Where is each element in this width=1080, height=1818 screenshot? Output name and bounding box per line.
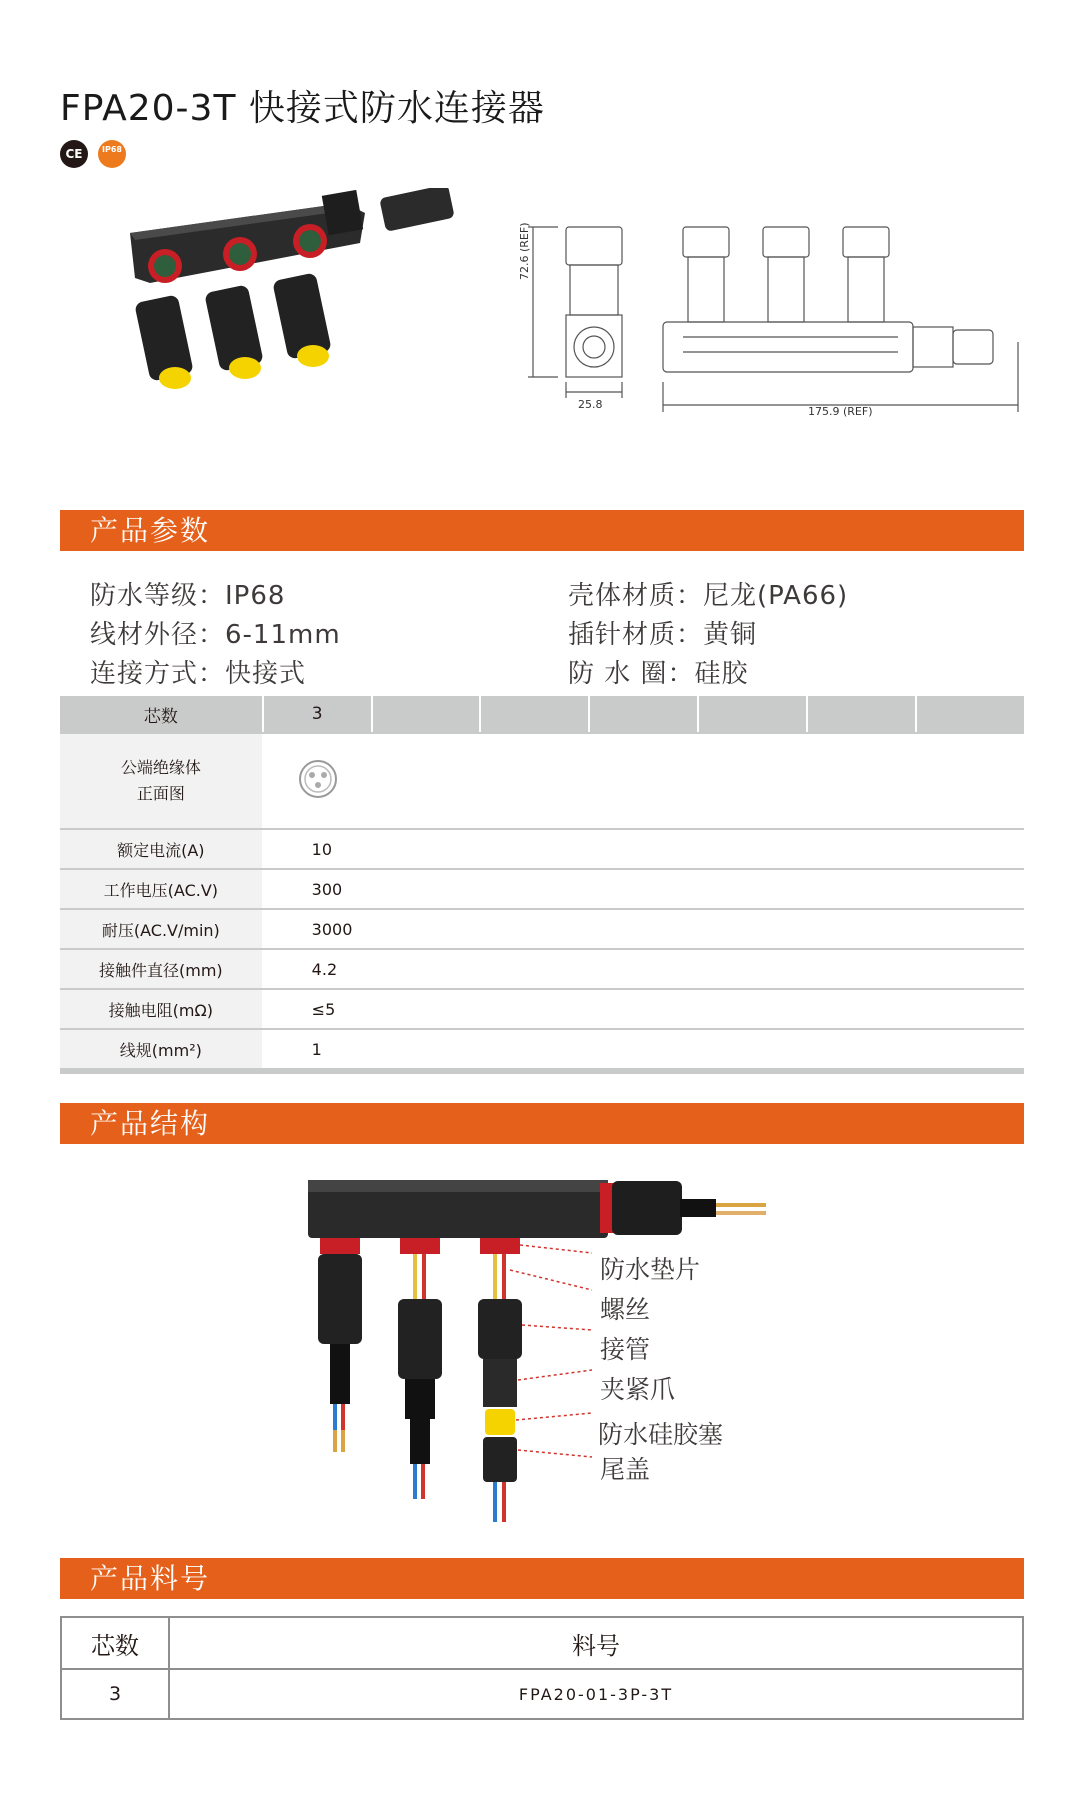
width-dimension: 25.8 — [578, 398, 603, 411]
param-connection: 连接方式：快接式 — [90, 659, 307, 689]
spec-head-empty — [480, 696, 589, 733]
table-row — [60, 949, 1024, 989]
structure-label-screw: 螺丝 — [600, 1295, 651, 1324]
param-pin-material: 插针材质：黄铜 — [568, 620, 758, 650]
spec-table — [60, 696, 1024, 1074]
structure-label-clamp: 夹紧爪 — [600, 1375, 676, 1404]
height-dimension-value: 72.6 — [518, 255, 531, 280]
length-dimension — [808, 405, 873, 418]
table-row — [60, 869, 1024, 909]
page-title: FPA20-3T 快接式防水连接器 — [60, 88, 545, 129]
technical-drawing — [518, 222, 1028, 422]
length-dimension-ref: (REF) — [843, 405, 873, 418]
height-dimension — [518, 222, 531, 280]
plug-connectors — [134, 272, 332, 389]
section-banner-params: 产品参数 — [60, 510, 1024, 551]
plug-left — [318, 1238, 362, 1452]
spec-label-contact-resistance: 接触电阻(mΩ) — [60, 989, 263, 1029]
table-row — [60, 829, 1024, 869]
spec-value-voltage: 300 — [263, 869, 1024, 909]
face-view-label-line2: 正面图 — [136, 784, 185, 803]
spec-label-contact-diameter: 接触件直径(mm) — [60, 949, 263, 989]
pn-cell-cores: 3 — [61, 1669, 169, 1719]
param-waterproof: 防水等级：IP68 — [90, 581, 286, 611]
table-row — [60, 909, 1024, 949]
spec-head-empty — [372, 696, 481, 733]
spec-label-withstand: 耐压(AC.V/min) — [60, 909, 263, 949]
plug-middle — [398, 1238, 442, 1499]
spec-head-empty — [589, 696, 698, 733]
spec-value-wire-gauge: 1 — [263, 1029, 1024, 1071]
section-banner-partno: 产品料号 — [60, 1558, 1024, 1599]
loose-connector — [379, 188, 455, 232]
spec-label-current: 额定电流(A) — [60, 829, 263, 869]
param-shell-material: 壳体材质：尼龙(PA66) — [568, 581, 849, 611]
spec-value-contact-resistance: ≤5 — [263, 989, 1024, 1029]
spec-label-voltage: 工作电压(AC.V) — [60, 869, 263, 909]
table-row — [60, 733, 1024, 829]
pn-head-partno: 料号 — [169, 1617, 1023, 1669]
structure-label-tube: 接管 — [600, 1335, 651, 1364]
param-seal-ring: 防 水 圈：硅胶 — [568, 659, 749, 689]
face-view-label — [60, 733, 263, 829]
spec-head-value: 3 — [263, 696, 372, 733]
length-dimension-value: 175.9 — [808, 405, 840, 418]
pn-cell-partno: FPA20-01-3P-3T — [169, 1669, 1023, 1719]
spec-head-label: 芯数 — [60, 696, 263, 733]
spec-head-empty — [807, 696, 916, 733]
insulator-face-icon — [298, 759, 338, 799]
face-view-cell — [263, 733, 1024, 829]
spec-head-empty — [916, 696, 1024, 733]
table-row — [60, 1029, 1024, 1071]
spec-label-wire-gauge: 线规(mm²) — [60, 1029, 263, 1071]
section-banner-structure: 产品结构 — [60, 1103, 1024, 1144]
height-dimension-ref: (REF) — [518, 222, 531, 252]
spec-table-header — [60, 696, 1024, 733]
part-number-table — [60, 1616, 1024, 1720]
structure-label-gasket: 防水垫片 — [600, 1255, 701, 1284]
spec-value-current: 10 — [263, 829, 1024, 869]
spec-value-contact-diameter: 4.2 — [263, 949, 1024, 989]
ip68-badge-label: IP68 — [102, 145, 122, 154]
structure-diagram — [300, 1175, 820, 1565]
table-row — [61, 1617, 1023, 1669]
housing-body — [308, 1180, 766, 1238]
structure-label-silicone-plug: 防水硅胶塞 — [598, 1420, 724, 1449]
table-row — [60, 989, 1024, 1029]
callout-lines — [510, 1245, 592, 1457]
product-photo — [120, 188, 520, 433]
plug-exploded — [478, 1238, 522, 1522]
ce-mark-icon: CE — [60, 140, 88, 168]
param-cable-diameter: 线材外径：6-11mm — [90, 620, 341, 650]
pn-head-cores: 芯数 — [61, 1617, 169, 1669]
ip68-badge-icon — [98, 140, 126, 168]
table-row — [61, 1669, 1023, 1719]
structure-label-end-cap: 尾盖 — [600, 1455, 651, 1484]
face-view-label-line1: 公端绝缘体 — [120, 758, 201, 777]
spec-value-withstand: 3000 — [263, 909, 1024, 949]
spec-head-empty — [698, 696, 807, 733]
